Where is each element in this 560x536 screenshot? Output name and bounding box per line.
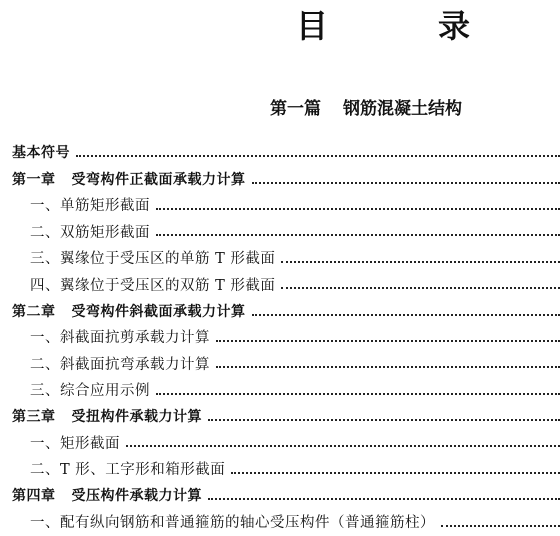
toc-entry-text: 一、单筋矩形截面 bbox=[30, 198, 150, 215]
toc-entry-label bbox=[12, 406, 202, 426]
toc-entry-section[interactable] bbox=[0, 377, 560, 403]
toc-entry-text: 三、综合应用示例 bbox=[30, 383, 150, 400]
toc-entry-text: 受弯构件斜截面承载力计算 bbox=[71, 303, 246, 320]
toc-entry-text: 四、翼缘位于受压区的双筋 T 形截面 bbox=[30, 277, 276, 294]
toc-entry-section[interactable] bbox=[0, 271, 560, 297]
chapter-number: 第三章 bbox=[12, 409, 56, 426]
dot-leader bbox=[126, 445, 560, 447]
dot-leader bbox=[156, 393, 560, 395]
dot-leader bbox=[252, 314, 560, 316]
chapter-number: 第二章 bbox=[12, 303, 56, 320]
toc-entry-text: 二、斜截面抗弯承载力计算 bbox=[30, 356, 210, 373]
page-title-char-2: 录 bbox=[438, 7, 471, 45]
toc-entry-basic-symbols[interactable] bbox=[0, 139, 560, 165]
chapter-number: 第一章 bbox=[12, 171, 56, 188]
dot-leader bbox=[156, 234, 560, 236]
part-name: 钢筋混凝土结构 bbox=[343, 99, 462, 119]
toc-entry-chapter-1[interactable] bbox=[0, 165, 560, 191]
toc-entry-section[interactable] bbox=[0, 508, 560, 534]
part-number: 第一篇 bbox=[270, 99, 321, 119]
toc-entry-chapter-2[interactable] bbox=[0, 297, 560, 323]
dot-leader bbox=[76, 155, 560, 157]
table-of-contents bbox=[0, 139, 560, 535]
dot-leader bbox=[208, 498, 560, 500]
toc-entry-section[interactable] bbox=[0, 192, 560, 218]
page-title bbox=[0, 6, 560, 50]
page-title-char-1: 目 bbox=[296, 7, 329, 45]
toc-entry-label bbox=[12, 169, 246, 189]
toc-entry-text: 三、翼缘位于受压区的单筋 T 形截面 bbox=[30, 251, 276, 268]
toc-entry-text: 二、双筋矩形截面 bbox=[30, 224, 150, 241]
toc-entry-text: 一、斜截面抗剪承载力计算 bbox=[30, 330, 210, 347]
toc-entry-section[interactable] bbox=[0, 324, 560, 350]
toc-entry-label bbox=[12, 142, 70, 162]
part-heading bbox=[270, 97, 462, 121]
toc-entry-section[interactable] bbox=[0, 350, 560, 376]
dot-leader bbox=[216, 366, 560, 368]
dot-leader bbox=[281, 287, 560, 289]
toc-entry-chapter-4[interactable] bbox=[0, 482, 560, 508]
toc-entry-text: 一、配有纵向钢筋和普通箍筋的轴心受压构件（普通箍筋柱） bbox=[30, 515, 435, 532]
toc-entry-text: 一、矩形截面 bbox=[30, 435, 120, 452]
dot-leader bbox=[216, 340, 560, 342]
toc-entry-text: 基本符号 bbox=[12, 145, 70, 162]
toc-entry-chapter-3[interactable] bbox=[0, 403, 560, 429]
dot-leader bbox=[156, 208, 560, 210]
dot-leader bbox=[208, 419, 560, 421]
dot-leader bbox=[231, 472, 560, 474]
dot-leader bbox=[441, 525, 560, 527]
dot-leader bbox=[281, 261, 560, 263]
toc-entry-label bbox=[12, 485, 202, 505]
toc-entry-text: 二、T 形、工字形和箱形截面 bbox=[30, 462, 226, 479]
toc-entry-section[interactable] bbox=[0, 429, 560, 455]
chapter-number: 第四章 bbox=[12, 488, 56, 505]
toc-entry-label bbox=[12, 301, 246, 321]
dot-leader bbox=[252, 182, 560, 184]
toc-entry-section[interactable] bbox=[0, 456, 560, 482]
toc-entry-text: 受压构件承载力计算 bbox=[71, 488, 202, 505]
toc-entry-section[interactable] bbox=[0, 218, 560, 244]
toc-entry-text: 受扭构件承载力计算 bbox=[71, 409, 202, 426]
toc-entry-text: 受弯构件正截面承载力计算 bbox=[71, 171, 246, 188]
toc-entry-section[interactable] bbox=[0, 245, 560, 271]
